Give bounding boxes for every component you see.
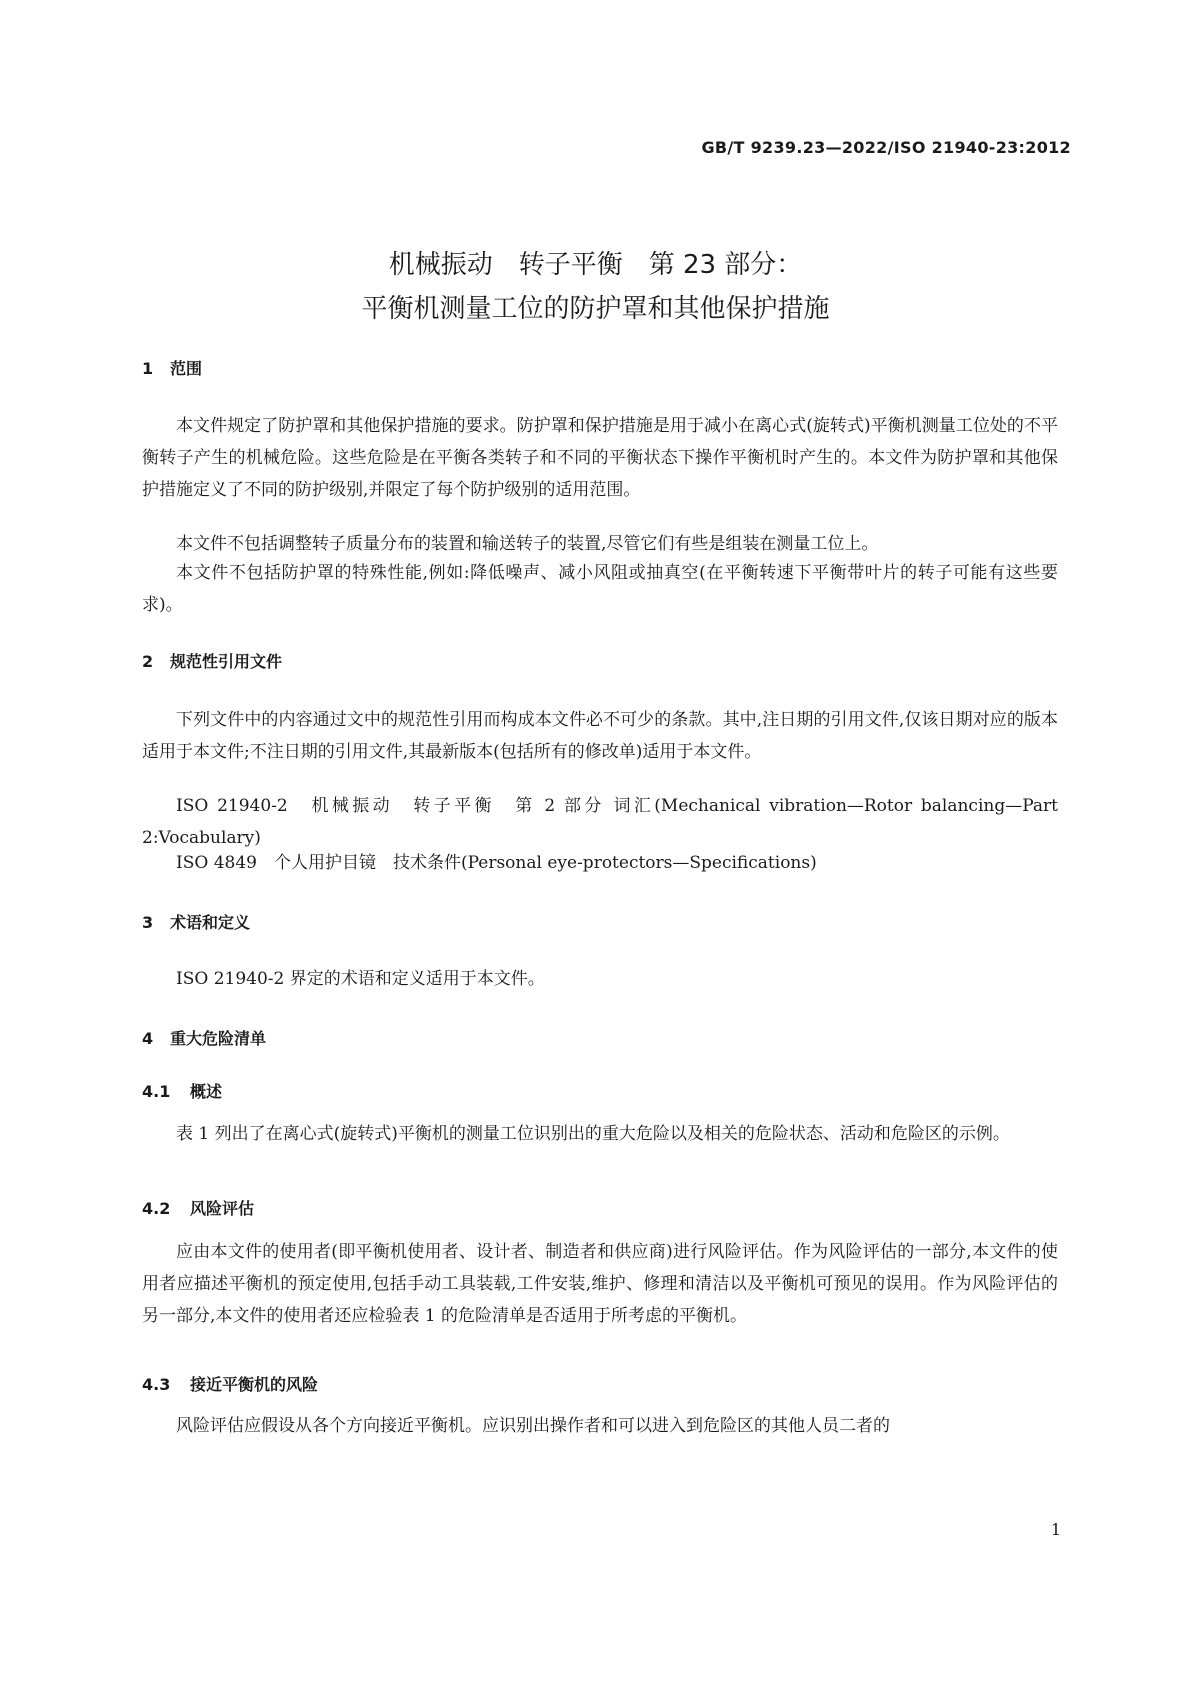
- normative-reference-1: ISO 21940-2 机械振动 转子平衡 第 2 部分 词汇(Mechanical vibration—Rotor balancing—Part 2:Vocabulary): [142, 796, 1058, 848]
- page-number: 1: [1050, 1520, 1061, 1539]
- section-number: 4.2: [142, 1199, 171, 1218]
- section-4-1-paragraph-1: 表 1 列出了在离心式(旋转式)平衡机的测量工位识别出的重大危险以及相关的危险状态、活动和危险区的示例。: [176, 1124, 1010, 1144]
- section-1-paragraph-3: 本文件不包括防护罩的特殊性能,例如:降低噪声、减小风阻或抽真空(在平衡转速下平衡带叶片的转子可能有这些要求)。: [142, 563, 1058, 615]
- section-2-paragraph-1: 下列文件中的内容通过文中的规范性引用而构成本文件必不可少的条款。其中,注日期的引用文件,仅该日期对应的版本适用于本文件;不注日期的引用文件,其最新版本(包括所有的修改单)适用于本文件。: [142, 710, 1058, 762]
- section-4-3-paragraph-1: 风险评估应假设从各个方向接近平衡机。应识别出操作者和可以进入到危险区的其他人员二者的: [176, 1416, 890, 1436]
- section-4-2-paragraph-1: 应由本文件的使用者(即平衡机使用者、设计者、制造者和供应商)进行风险评估。作为风险评估的一部分,本文件的使用者应描述平衡机的预定使用,包括手动工具装载,工件安装,维护、修理和清洁以及平衡机可预见的误用。作为风险评估的另一部分,本文件的使用者还应检验表 1 的危险清单是否适用于所考虑的平衡机。: [142, 1242, 1058, 1326]
- standard-code: GB/T 9239.23—2022/ISO 21940-23:2012: [701, 138, 1071, 157]
- section-title: 术语和定义: [170, 913, 251, 932]
- section-number: 4: [142, 1029, 154, 1048]
- section-4-heading: [142, 1026, 266, 1049]
- section-4-1-heading: [142, 1079, 222, 1102]
- section-3-paragraph-1: ISO 21940-2 界定的术语和定义适用于本文件。: [176, 969, 545, 989]
- title-line-2: 平衡机测量工位的防护罩和其他保护措施: [361, 294, 830, 324]
- section-number: 4.1: [142, 1082, 171, 1101]
- normative-reference-2: ISO 4849 个人用护目镜 技术条件(Personal eye-protectors—Specifications): [176, 853, 817, 873]
- title-line-1: 机械振动 转子平衡 第 23 部分：: [388, 250, 803, 280]
- section-title: 接近平衡机的风险: [190, 1375, 319, 1394]
- section-number: 4.3: [142, 1375, 171, 1394]
- section-4-3-heading: [142, 1372, 318, 1395]
- section-4-2-heading: [142, 1196, 254, 1219]
- section-1-heading: [142, 356, 202, 379]
- section-2-heading: [142, 649, 282, 672]
- section-title: 重大危险清单: [170, 1029, 267, 1048]
- document-title: [0, 243, 1191, 331]
- section-title: 规范性引用文件: [170, 652, 283, 671]
- section-number: 3: [142, 913, 154, 932]
- section-title: 范围: [170, 359, 203, 378]
- section-title: 风险评估: [190, 1199, 255, 1218]
- section-title: 概述: [190, 1082, 223, 1101]
- section-number: 1: [142, 359, 154, 378]
- section-1-paragraph-2: 本文件不包括调整转子质量分布的装置和输送转子的装置,尽管它们有些是组装在测量工位上。: [176, 534, 879, 554]
- section-number: 2: [142, 652, 154, 671]
- section-1-paragraph-1: 本文件规定了防护罩和其他保护措施的要求。防护罩和保护措施是用于减小在离心式(旋转式)平衡机测量工位处的不平衡转子产生的机械危险。这些危险是在平衡各类转子和不同的平衡状态下操作平衡机时产生的。本文件为防护罩和其他保护措施定义了不同的防护级别,并限定了每个防护级别的适用范围。: [142, 416, 1058, 500]
- section-3-heading: [142, 910, 250, 933]
